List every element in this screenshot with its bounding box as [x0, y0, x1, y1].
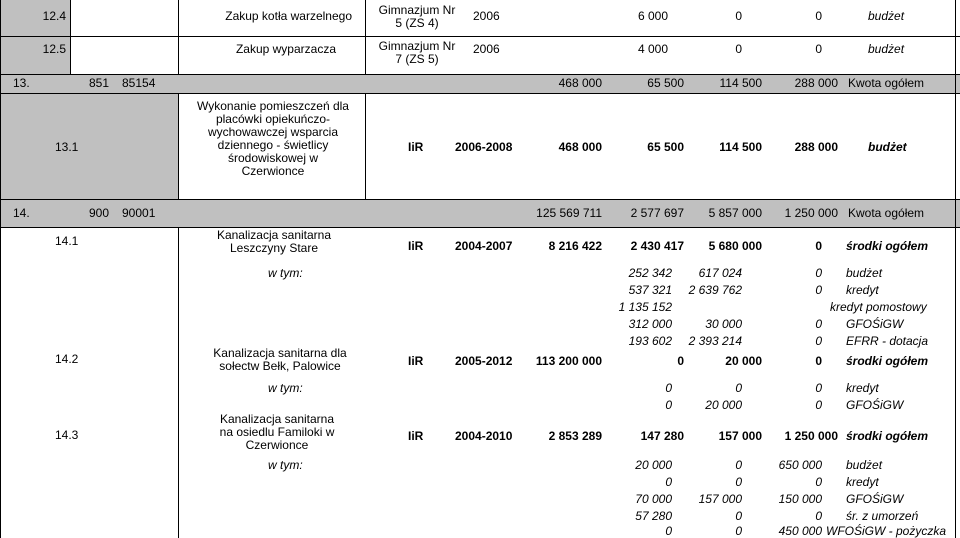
detail-v3: 0 [815, 334, 822, 348]
row-13-1-unit: IiR [408, 140, 424, 154]
row-13-1-v1: 65 500 [647, 140, 684, 154]
detail-source: EFRR - dotacja [846, 334, 929, 348]
row-12-5-v1: 0 [735, 42, 742, 56]
row-14-3-wtym: w tym: [268, 458, 303, 472]
detail-v1: 20 000 [635, 458, 672, 472]
detail-source: śr. z umorzeń [846, 509, 919, 523]
row-14-1-lp: 14.1 [55, 234, 79, 248]
rule [365, 93, 366, 199]
row-12-5-source: budżet [868, 42, 905, 56]
row-14-1-v2: 5 680 000 [708, 239, 762, 253]
detail-v2: 2 393 214 [688, 334, 742, 348]
detail-v3: 650 000 [778, 458, 822, 472]
row-12-5-total: 4 000 [637, 42, 668, 56]
row-13-total: 468 000 [558, 76, 602, 90]
detail-v1: 0 [665, 524, 672, 538]
detail-source: budżet [846, 266, 883, 280]
row-13-v1: 65 500 [647, 76, 684, 90]
row-14-total: 125 569 711 [536, 206, 602, 220]
detail-source: kredyt pomostowy [830, 300, 927, 314]
row-12-5-name: Zakup wyparzacza [235, 42, 336, 56]
rule [0, 199, 960, 200]
row-14-2-total: 113 200 000 [535, 354, 602, 368]
rule [0, 36, 960, 37]
detail-source: GFOŚiGW [846, 317, 904, 331]
row-13-1-name: Wykonanie pomieszczeń dla placówki opiekuńczo-wychowawczej wsparcia dziennego - świetlicy środowiskowej w Czerwionce [197, 99, 349, 178]
row-14-1-total: 8 216 422 [548, 239, 602, 253]
rule [178, 0, 179, 74]
detail-v1: 0 [665, 475, 672, 489]
row-14-rozdz: 90001 [122, 206, 156, 220]
row-13-rozdz: 85154 [122, 76, 156, 90]
rule [955, 0, 956, 538]
detail-source: budżet [846, 458, 883, 472]
row-14-2-period: 2005-2012 [455, 354, 513, 368]
row-13-v3: 288 000 [794, 76, 838, 90]
row-14-3-total: 2 853 289 [548, 429, 602, 443]
detail-v3: 0 [815, 381, 822, 395]
detail-source: GFOŚiGW [846, 398, 904, 412]
row-14-3-v2: 157 000 [718, 429, 762, 443]
detail-source: kredyt [846, 475, 879, 489]
detail-v3: 0 [815, 283, 822, 297]
row-13-lp: 13. [13, 76, 30, 90]
detail-v2: 0 [735, 524, 742, 538]
row-13-1-total: 468 000 [558, 140, 602, 154]
row-12-4-name: Zakup kotła warzelnego [225, 9, 352, 23]
row-14-2-lp: 14.2 [55, 352, 79, 366]
detail-v1: 252 342 [628, 266, 672, 280]
detail-v2: 0 [735, 475, 742, 489]
detail-v3: 0 [815, 317, 822, 331]
row-14-1-wtym: w tym: [268, 266, 303, 280]
detail-v3: 150 000 [778, 492, 822, 506]
row-14-3-source: środki ogółem [846, 429, 929, 443]
row-14-1-name: Kanalizacja sanitarna Leszczyny Stare [216, 228, 332, 255]
row-13-1-v2: 114 500 [719, 140, 762, 154]
row-14-2-unit: IiR [408, 354, 424, 368]
row-14-1-unit: IiR [408, 239, 424, 253]
col-bg-13-1 [0, 93, 178, 199]
detail-v1: 193 602 [628, 334, 672, 348]
row-12-5-unit: Gimnazjum Nr 7 (ZS 5) [378, 39, 456, 66]
row-14-dz: 900 [89, 206, 110, 220]
row-14-2-v2: 20 000 [725, 354, 762, 368]
row-13-1-v3: 288 000 [794, 140, 838, 154]
row-13-1-lp: 13.1 [55, 140, 79, 154]
rule [0, 0, 1, 538]
detail-v3: 450 000 [778, 524, 822, 538]
detail-v1: 57 280 [635, 509, 672, 523]
row-12-4-v1: 0 [735, 9, 742, 23]
detail-source: kredyt [846, 283, 879, 297]
row-14-v3: 1 250 000 [784, 206, 838, 220]
detail-v3: 0 [815, 475, 822, 489]
detail-v2: 617 024 [698, 266, 742, 280]
row-14-3-unit: IiR [408, 429, 424, 443]
row-14-1-v1: 2 430 417 [630, 239, 684, 253]
row-14-v2: 5 857 000 [708, 206, 762, 220]
row-12-4-lp: 12.4 [42, 9, 66, 23]
row-12-4-source: budżet [868, 9, 905, 23]
rule [178, 93, 179, 199]
row-13-source: Kwota ogółem [848, 76, 925, 90]
row-14-2-name: Kanalizacja sanitarna dla sołectw Bełk, Palowice [213, 346, 347, 373]
detail-v2: 157 000 [698, 492, 742, 506]
detail-v2: 0 [735, 381, 742, 395]
detail-v1: 0 [665, 398, 672, 412]
row-13-1-period: 2006-2008 [455, 140, 513, 154]
detail-v3: 0 [815, 266, 822, 280]
row-14-2-source: środki ogółem [846, 354, 929, 368]
row-14-2-v1: 0 [677, 354, 684, 368]
row-14-2-v3: 0 [815, 354, 822, 368]
rule [0, 227, 960, 228]
detail-v1: 312 000 [628, 317, 672, 331]
rule [70, 0, 71, 74]
rule [0, 93, 960, 94]
row-14-1-v3: 0 [815, 239, 822, 253]
row-12-4-v2: 0 [815, 9, 822, 23]
row-14-3-v3: 1 250 000 [784, 429, 838, 443]
detail-v3: 0 [815, 398, 822, 412]
rule [178, 227, 179, 538]
row-12-4-period: 2006 [473, 9, 500, 23]
row-12-4-total: 6 000 [637, 9, 668, 23]
detail-source: kredyt [846, 381, 879, 395]
detail-v2: 20 000 [705, 398, 742, 412]
detail-v3: 0 [815, 509, 822, 523]
detail-v2: 2 639 762 [688, 283, 742, 297]
row-13-v2: 114 500 [719, 76, 762, 90]
row-14-1-period: 2004-2007 [455, 239, 513, 253]
row-13-dz: 851 [89, 76, 110, 90]
row-14-3-period: 2004-2010 [455, 429, 513, 443]
detail-source: GFOŚiGW [846, 492, 904, 506]
row-14-3-name: Kanalizacja sanitarna na osiedlu Familoki w Czerwionce [219, 412, 335, 452]
row-14-v1: 2 577 697 [630, 206, 684, 220]
detail-v1: 1 135 152 [618, 300, 672, 314]
row-14-source: Kwota ogółem [848, 206, 925, 220]
detail-v1: 537 321 [628, 283, 672, 297]
row-12-5-period: 2006 [473, 42, 500, 56]
detail-v1: 0 [665, 381, 672, 395]
row-14-lp: 14. [13, 206, 30, 220]
row-13-1-source: budżet [868, 140, 907, 154]
row-14-3-v1: 147 280 [640, 429, 684, 443]
detail-source: WFOŚiGW - pożyczka [826, 524, 947, 538]
detail-v2: 30 000 [705, 317, 742, 331]
rule [365, 0, 366, 74]
rule [0, 74, 960, 75]
row-14-3-lp: 14.3 [55, 428, 79, 442]
row-12-5-v2: 0 [815, 42, 822, 56]
detail-v2: 0 [735, 458, 742, 472]
row-14-1-source: środki ogółem [846, 239, 929, 253]
detail-v2: 0 [735, 509, 742, 523]
row-12-4-unit: Gimnazjum Nr 5 (ZS 4) [378, 3, 456, 30]
row-14-2-wtym: w tym: [268, 381, 303, 395]
detail-v1: 70 000 [635, 492, 672, 506]
row-12-5-lp: 12.5 [42, 42, 66, 56]
